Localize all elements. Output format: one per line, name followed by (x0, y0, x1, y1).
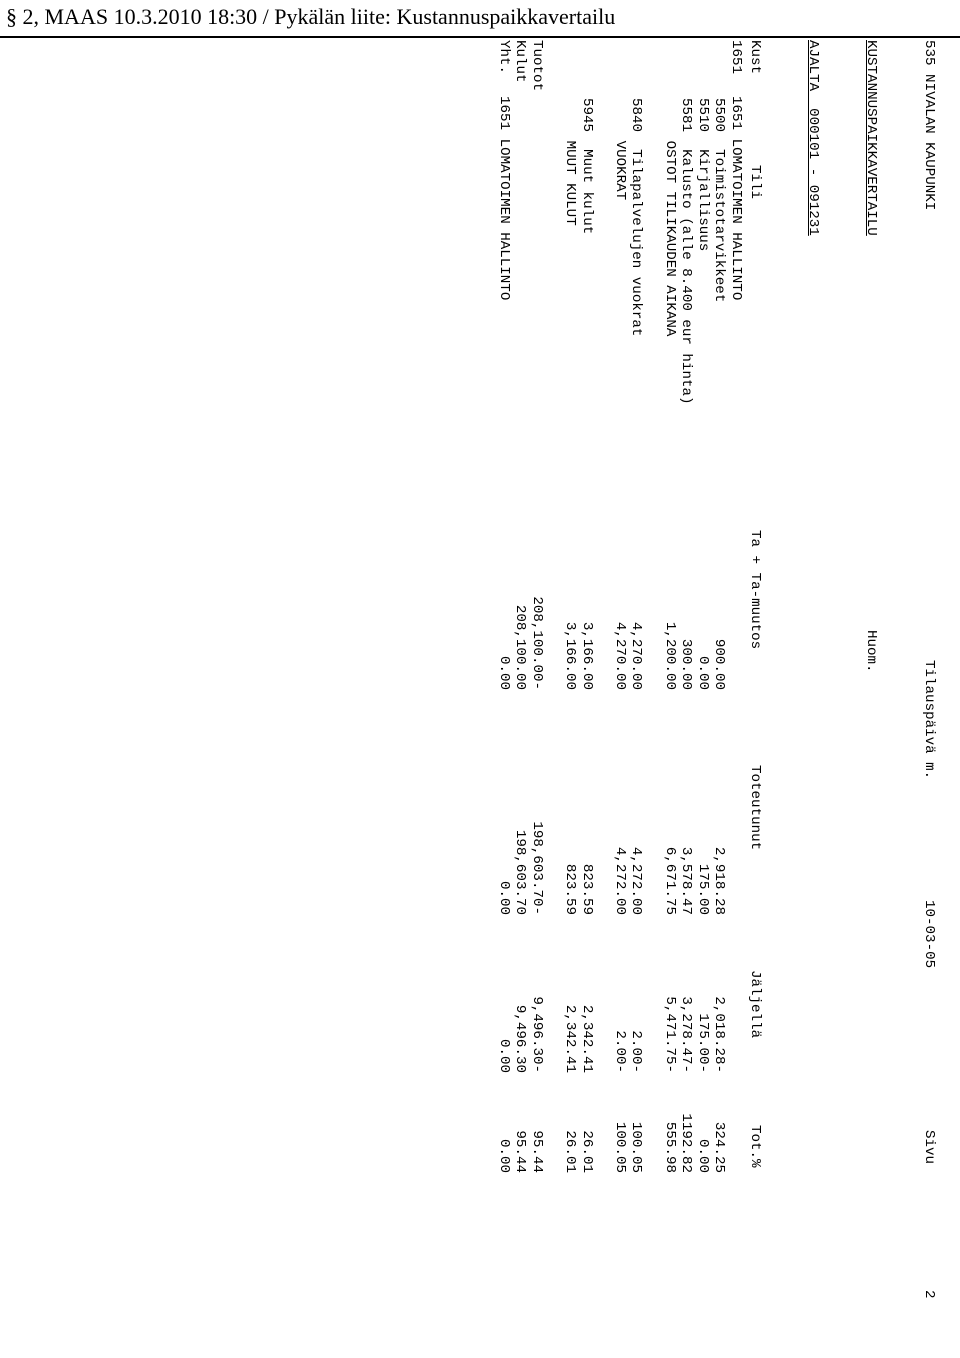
report-title: KUSTANNUSPAIKKAVERTAILU (863, 40, 879, 236)
row-budget: 3,166.00 (578, 621, 595, 690)
row-kust: Tuotot (528, 40, 545, 92)
row-remaining: 2.00- (628, 1030, 645, 1073)
row-actual: 4,272.00 (628, 846, 645, 915)
row-actual: 823.59 (562, 863, 578, 915)
row-percent: 26.01 (578, 1130, 595, 1173)
row-remaining: 2.00- (611, 1030, 628, 1073)
row-budget: 300.00 (678, 638, 695, 690)
row-account: MUUT KULUT (562, 98, 578, 226)
row-kust: Yht. (495, 40, 512, 75)
report-body (12, 40, 937, 1355)
row-remaining: 9,496.30 (512, 1004, 529, 1073)
page-label: Sivu (921, 1130, 937, 1165)
order-date-label: Tilauspäivä m. (921, 660, 937, 780)
header-text: § 2, MAAS 10.3.2010 18:30 / Pykälän liite: Kustannuspaikkavertailu (6, 4, 616, 29)
row-remaining: 3,278.47- (678, 996, 695, 1073)
row-budget: 3,166.00 (562, 621, 578, 690)
row-percent: 1192.82 (678, 1113, 695, 1173)
row-budget: 208,100.00- (528, 596, 545, 690)
row-actual: 0.00 (495, 880, 512, 915)
page-number: 2 (921, 1290, 937, 1299)
row-account: 5581 Kalusto (alle 8.400 eur hinta) (678, 98, 695, 405)
row-account: 5840 Tilapalvelujen vuokrat (628, 98, 645, 337)
row-remaining: 2,342.41 (578, 1004, 595, 1073)
row-account: 5500 Toimistotarvikkeet (711, 98, 728, 303)
row-remaining: 9,496.30- (528, 996, 545, 1073)
row-actual: 6,671.75 (661, 846, 678, 915)
row-actual: 175.00 (694, 863, 711, 915)
row-account: 1651 LOMATOIMEN HALLINTO (728, 96, 744, 301)
col-tili: Tili (747, 165, 763, 200)
row-actual: 198,603.70- (528, 821, 545, 915)
row-actual: 3,578.47 (678, 846, 695, 915)
order-date: 10-03-05 (921, 900, 937, 969)
row-account: 5510 Kirjallisuus (694, 98, 711, 252)
row-percent: 0.00 (694, 1138, 711, 1173)
row-kust: 1651 (728, 40, 744, 75)
col-actual: Toteutunut (747, 765, 763, 851)
row-percent: 0.00 (495, 1138, 512, 1173)
col-percent: Tot.% (747, 1125, 763, 1168)
row-percent: 95.44 (528, 1130, 545, 1173)
row-actual: 198,603.70 (512, 829, 529, 915)
row-percent: 100.05 (628, 1121, 645, 1173)
row-remaining: 5,471.75- (661, 996, 678, 1073)
document-header (0, 0, 960, 38)
row-budget: 208,100.00 (512, 604, 529, 690)
period: AJALTA 000101 - 091231 (805, 40, 821, 236)
row-account: 5945 Muut kulut (578, 98, 595, 235)
row-actual: 823.59 (578, 863, 595, 915)
col-budget: Ta + Ta-muutos (747, 530, 763, 650)
row-remaining: 175.00- (694, 1013, 711, 1073)
note-label: Huom. (863, 630, 879, 673)
col-kust: Kust (747, 40, 763, 75)
row-actual: 4,272.00 (611, 846, 628, 915)
org-name: 535 NIVALAN KAUPUNKI (921, 40, 937, 211)
row-account: 1651 LOMATOIMEN HALLINTO (495, 96, 512, 301)
row-percent: 26.01 (562, 1130, 578, 1173)
row-kust: Kulut (512, 40, 529, 83)
row-actual: 2,918.28 (711, 846, 728, 915)
col-remaining: Jäljellä (747, 970, 763, 1039)
row-remaining: 0.00 (495, 1038, 512, 1073)
row-percent: 95.44 (512, 1130, 529, 1173)
row-account: OSTOT TILIKAUDEN AIKANA (661, 98, 678, 337)
row-percent: 555.98 (661, 1121, 678, 1173)
row-percent: 100.05 (611, 1121, 628, 1173)
row-account: VUOKRAT (611, 98, 628, 201)
row-remaining: 2,018.28- (711, 996, 728, 1073)
row-budget: 0.00 (495, 655, 512, 690)
row-budget: 4,270.00 (611, 621, 628, 690)
row-budget: 900.00 (711, 638, 728, 690)
row-budget: 4,270.00 (628, 621, 645, 690)
row-remaining: 2,342.41 (562, 1004, 578, 1073)
row-budget: 0.00 (694, 655, 711, 690)
row-budget: 1,200.00 (661, 621, 678, 690)
row-percent: 324.25 (711, 1121, 728, 1173)
